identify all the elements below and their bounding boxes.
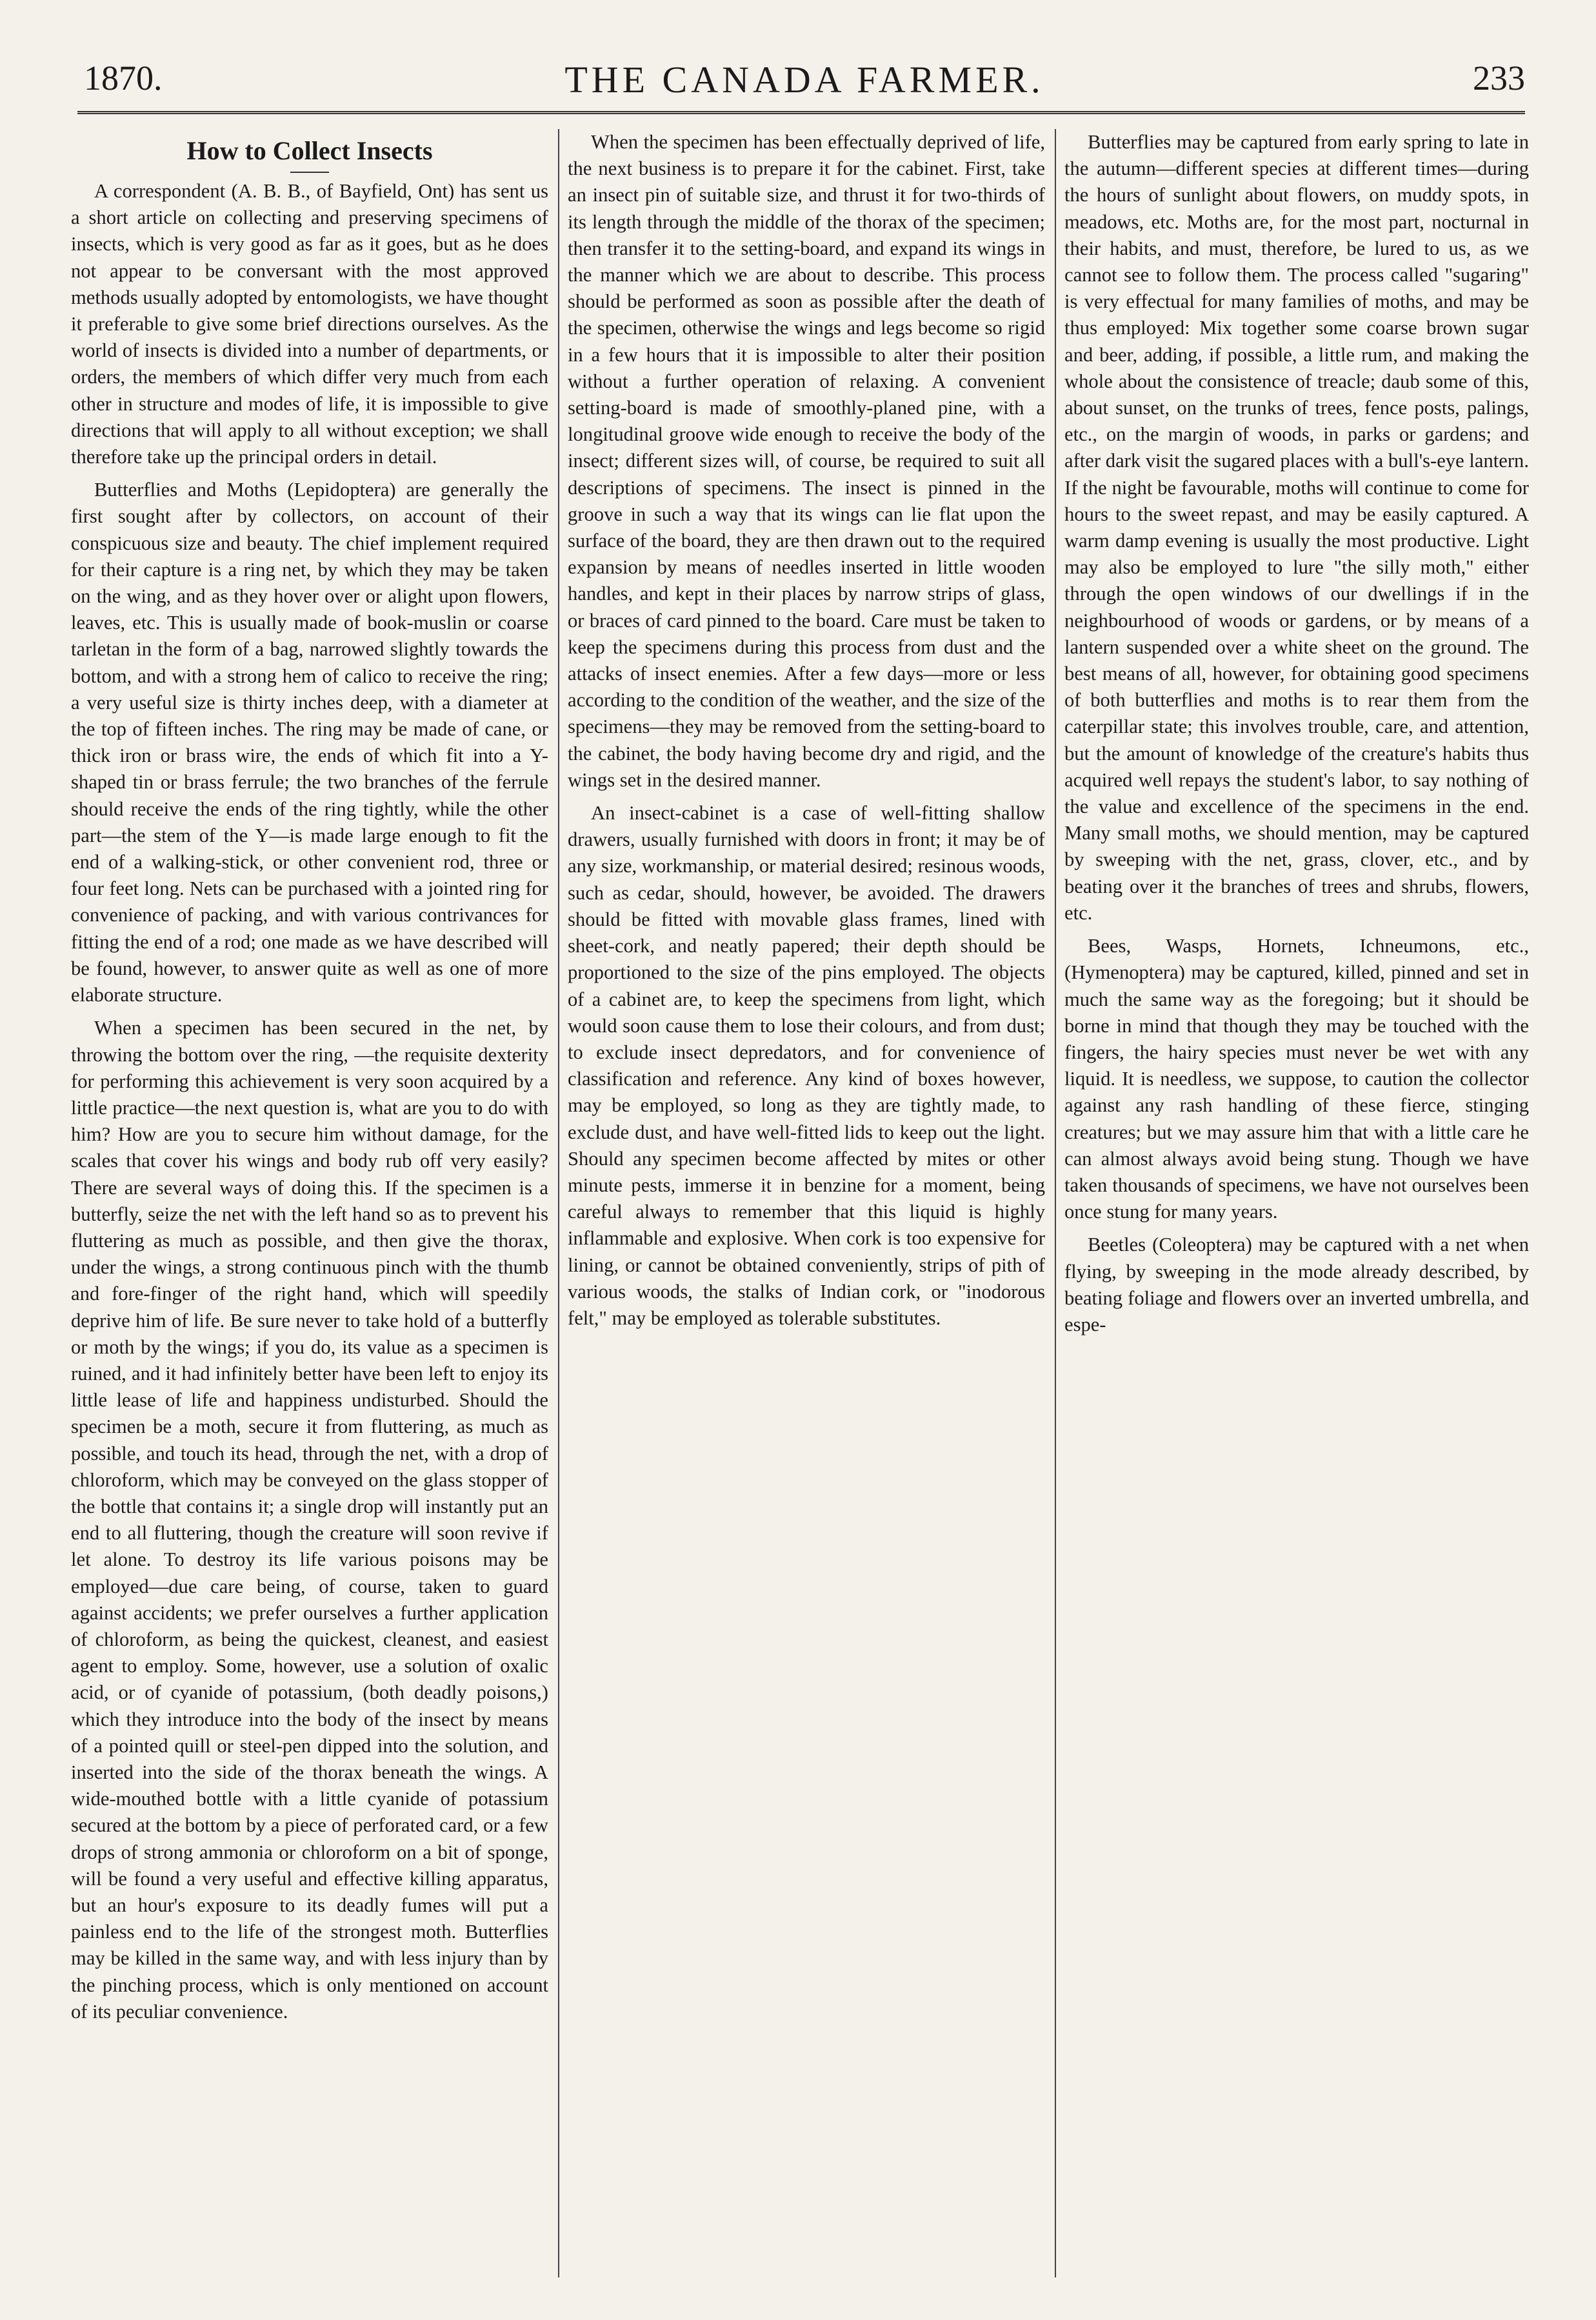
title-rule — [290, 172, 329, 173]
column-1 — [71, 129, 548, 2277]
article-title: How to Collect Insects — [186, 136, 433, 165]
paragraph-cabinet: An insect-cabinet is a case of well-fitting shallow drawers, usually furnished with doors in front; it may be of any size, workmanship, or material desired; resinous woods, such as cedar, should, however, be avoided. The drawers should be fitted with movable glass frames, lined with sheet-cork, and neatly papered; their depth should be proportioned to the size of the pins employed. The objects of a cabinet are, to keep the specimens from light, which would soon cause them to lose their colours, and from dust; to exclude insect depredators, and for convenience of classification and reference. Any kind of boxes however, may be employed, so long as they are tightly made, to exclude dust, and have well-fitted lids to keep out the light. Should any specimen become affected by mites or other minute pests, immerse it in benzine for a moment, being careful always to remember that this liquid is highly inflammable and explosive. When cork is too expensive for lining, or cannot be obtained conveniently, strips of pith of various woods, the stalks of Indian cork, or "inodorous felt," may be employed as tolerable substitutes. — [568, 802, 1045, 1329]
paragraph-intro: A correspondent (A. B. B., of Bayfield, Ont) has sent us a short article on collecting and preserving specimens of insects, which is very good as far as it goes, but as he does not appear to be conversant with the most approved methods usually adopted by entomologists, we have thought it preferable to give some brief directions ourselves. As the world of insects is divided into a number of departments, or orders, the members of which differ very much from each other in structure and modes of life, it is impossible to give directions that will apply to all without exception; we shall therefore take up the principal orders in detail. — [71, 180, 548, 468]
paragraph-lepidoptera: Butterflies and Moths (Lepidoptera) are generally the first sought after by collectors, on account of their conspicuous size and beauty. The chief implement required for their capture is a ring net, by which they may be taken on the wing, and as they hover over or alight upon flowers, leaves, etc. This is usually made of book-muslin or coarse tarletan in the form of a bag, narrowed slightly towards the bottom, and with a strong hem of calico to receive the ring; a very useful size is thirty inches deep, with a diameter at the top of fifteen inches. The ring may be made of cane, or thick iron or brass wire, the ends of which fit into a Y-shaped tin or brass ferrule; the two branches of the ferrule should receive the ends of the ring tightly, while the other part—the stem of the Y—is made large enough to fit the end of a walking-stick, or other convenient rod, three or four feet long. Nets can be purchased with a jointed ring for convenience of packing, and with various contrivances for fitting the end of a rod; one made as we have described will be found, however, to answer quite as well as one of more elaborate structure. — [71, 479, 548, 1006]
article-columns — [71, 129, 1529, 2277]
column-divider — [558, 129, 559, 2277]
column-2 — [568, 129, 1045, 2277]
paragraph-hymenoptera: Bees, Wasps, Hornets, Ichneumons, etc., (Hymenoptera) may be captured, killed, pinned and set in much the same way as the foregoing; but it should be borne in mind that though they may be touched with the fingers, the hairy species must never be wet with any liquid. It is needless, we suppose, to caution the collector against any rash handling of these fierce, stinging creatures; but we may assure him that with a little care he can almost always avoid being stung. Though we have taken thousands of specimens, we have not ourselves been once stung for many years. — [1064, 935, 1529, 1223]
header-page-number: 233 — [1473, 59, 1525, 97]
column-3 — [1064, 129, 1529, 2277]
header-year: 1870. — [84, 59, 163, 97]
paragraph-killing: When a specimen has been secured in the net, by throwing the bottom over the ring, —the requisite dexterity for performing this achievement is very soon acquired by a little practice—the next question is, what are you to do with him? How are you to secure him without damage, for the scales that cover his wings and body rub off very easily? There are several ways of doing this. If the specimen is a butterfly, seize the net with the left hand so as to prevent his fluttering as much as possible, and then give the thorax, under the wings, a strong continuous pinch with the thumb and fore-finger of the right hand, which will speedily deprive him of life. Be sure never to take hold of a butterfly or moth by the wings; if you do, its value as a specimen is ruined, and it had infinitely better have been left to enjoy its little lease of life and happiness undisturbed. Should the specimen be a moth, secure it from fluttering, as much as possible, and touch its head, through the net, with a drop of chloroform, which may be conveyed on the glass stopper of the bottle that contains it; a single drop will instantly put an end to all fluttering, though the creature will soon revive if let alone. To destroy its life various poisons may be employed—due care being, of course, taken to guard against accidents; we prefer ourselves a further application of chloroform, as being the quickest, cleanest, and easiest agent to employ. Some, however, use a solution of oxalic acid, or of cyanide of potassium, (both deadly poisons,) which they introduce into the body of the insect by means of a pointed quill or steel-pen dipped into the solution, and inserted into the side of the thorax beneath the wings. A wide-mouthed bottle with a little cyanide of potassium secured at the bottom by a piece of perforated card, or a few drops of strong ammonia or chloroform on a bit of sponge, will be found a very useful and effective killing apparatus, but an hour's exposure to its deadly fumes will put a painless end to the life of the strongest moth. Butterflies may be killed in the same way, and with less injury than by the pinching process, which is only mentioned on account of its peculiar convenience. — [71, 1017, 548, 2023]
header-rule — [77, 111, 1525, 114]
column-divider — [1055, 129, 1056, 2277]
header-title: THE CANADA FARMER. — [564, 59, 1044, 101]
paragraph-coleoptera: Beetles (Coleoptera) may be captured with a net when flying, by sweeping in the mode already described, by beating foliage and flowers over an inverted umbrella, and espe- — [1064, 1234, 1529, 1335]
paragraph-capture: Butterflies may be captured from early spring to late in the autumn—different species at different times—during the hours of sunlight about flowers, on muddy spots, in meadows, etc. Moths are, for the most part, nocturnal in their habits, and must, therefore, be lured to us, as we cannot see to follow them. The process called "sugaring" is very effectual for many families of moths, and may be thus employed: Mix together some coarse brown sugar and beer, adding, if possible, a little rum, and making the whole about the consistence of treacle; daub some of this, about sunset, on the trunks of trees, fence posts, palings, etc., on the margin of woods, in parks or gardens; and after dark visit the sugared places with a bull's-eye lantern. If the night be favourable, moths will continue to come for hours to the sweet repast, and may be easily captured. A warm damp evening is usually the most productive. Light may also be employed to lure "the silly moth," either through the open windows of our dwellings if in the neighbourhood of woods or gardens, or by means of a lantern suspended over a white sheet on the ground. The best means of all, however, for obtaining good specimens of both butterflies and moths is to rear them from the caterpillar state; this involves trouble, care, and attention, but the amount of knowledge of the creature's habits thus acquired well repays the student's labor, to say nothing of the value and excellence of the specimens in the end. Many small moths, we should mention, may be captured by sweeping with the net, grass, clover, etc., and by beating over it the branches of trees and shrubs, flowers, etc. — [1064, 131, 1529, 924]
paragraph-setting: When the specimen has been effectually deprived of life, the next business is to prepare it for the cabinet. First, take an insect pin of suitable size, and thrust it for two-thirds of its length through the middle of the thorax of the specimen; then transfer it to the setting-board, and expand its wings in the manner which we are about to describe. This process should be performed as soon as possible after the death of the specimen, otherwise the wings and legs become so rigid in a few hours that it is impossible to alter their position without a further operation of relaxing. A convenient setting-board is made of smoothly-planed pine, with a longitudinal groove wide enough to receive the body of the insect; different sizes will, of course, be required to suit all descriptions of specimens. The insect is pinned in the groove in such a way that its wings can lie flat upon the surface of the board, they are then drawn out to the required expansion by means of needles inserted in little wooden handles, and kept in their places by narrow strips of glass, or braces of card pinned to the board. Care must be taken to keep the specimens during this process from dust and the attacks of insect enemies. After a few days—more or less according to the condition of the weather, and the size of the specimens—they may be removed from the setting-board to the cabinet, the body having become dry and rigid, and the wings set in the desired manner. — [568, 131, 1045, 791]
page-header — [84, 58, 1525, 103]
